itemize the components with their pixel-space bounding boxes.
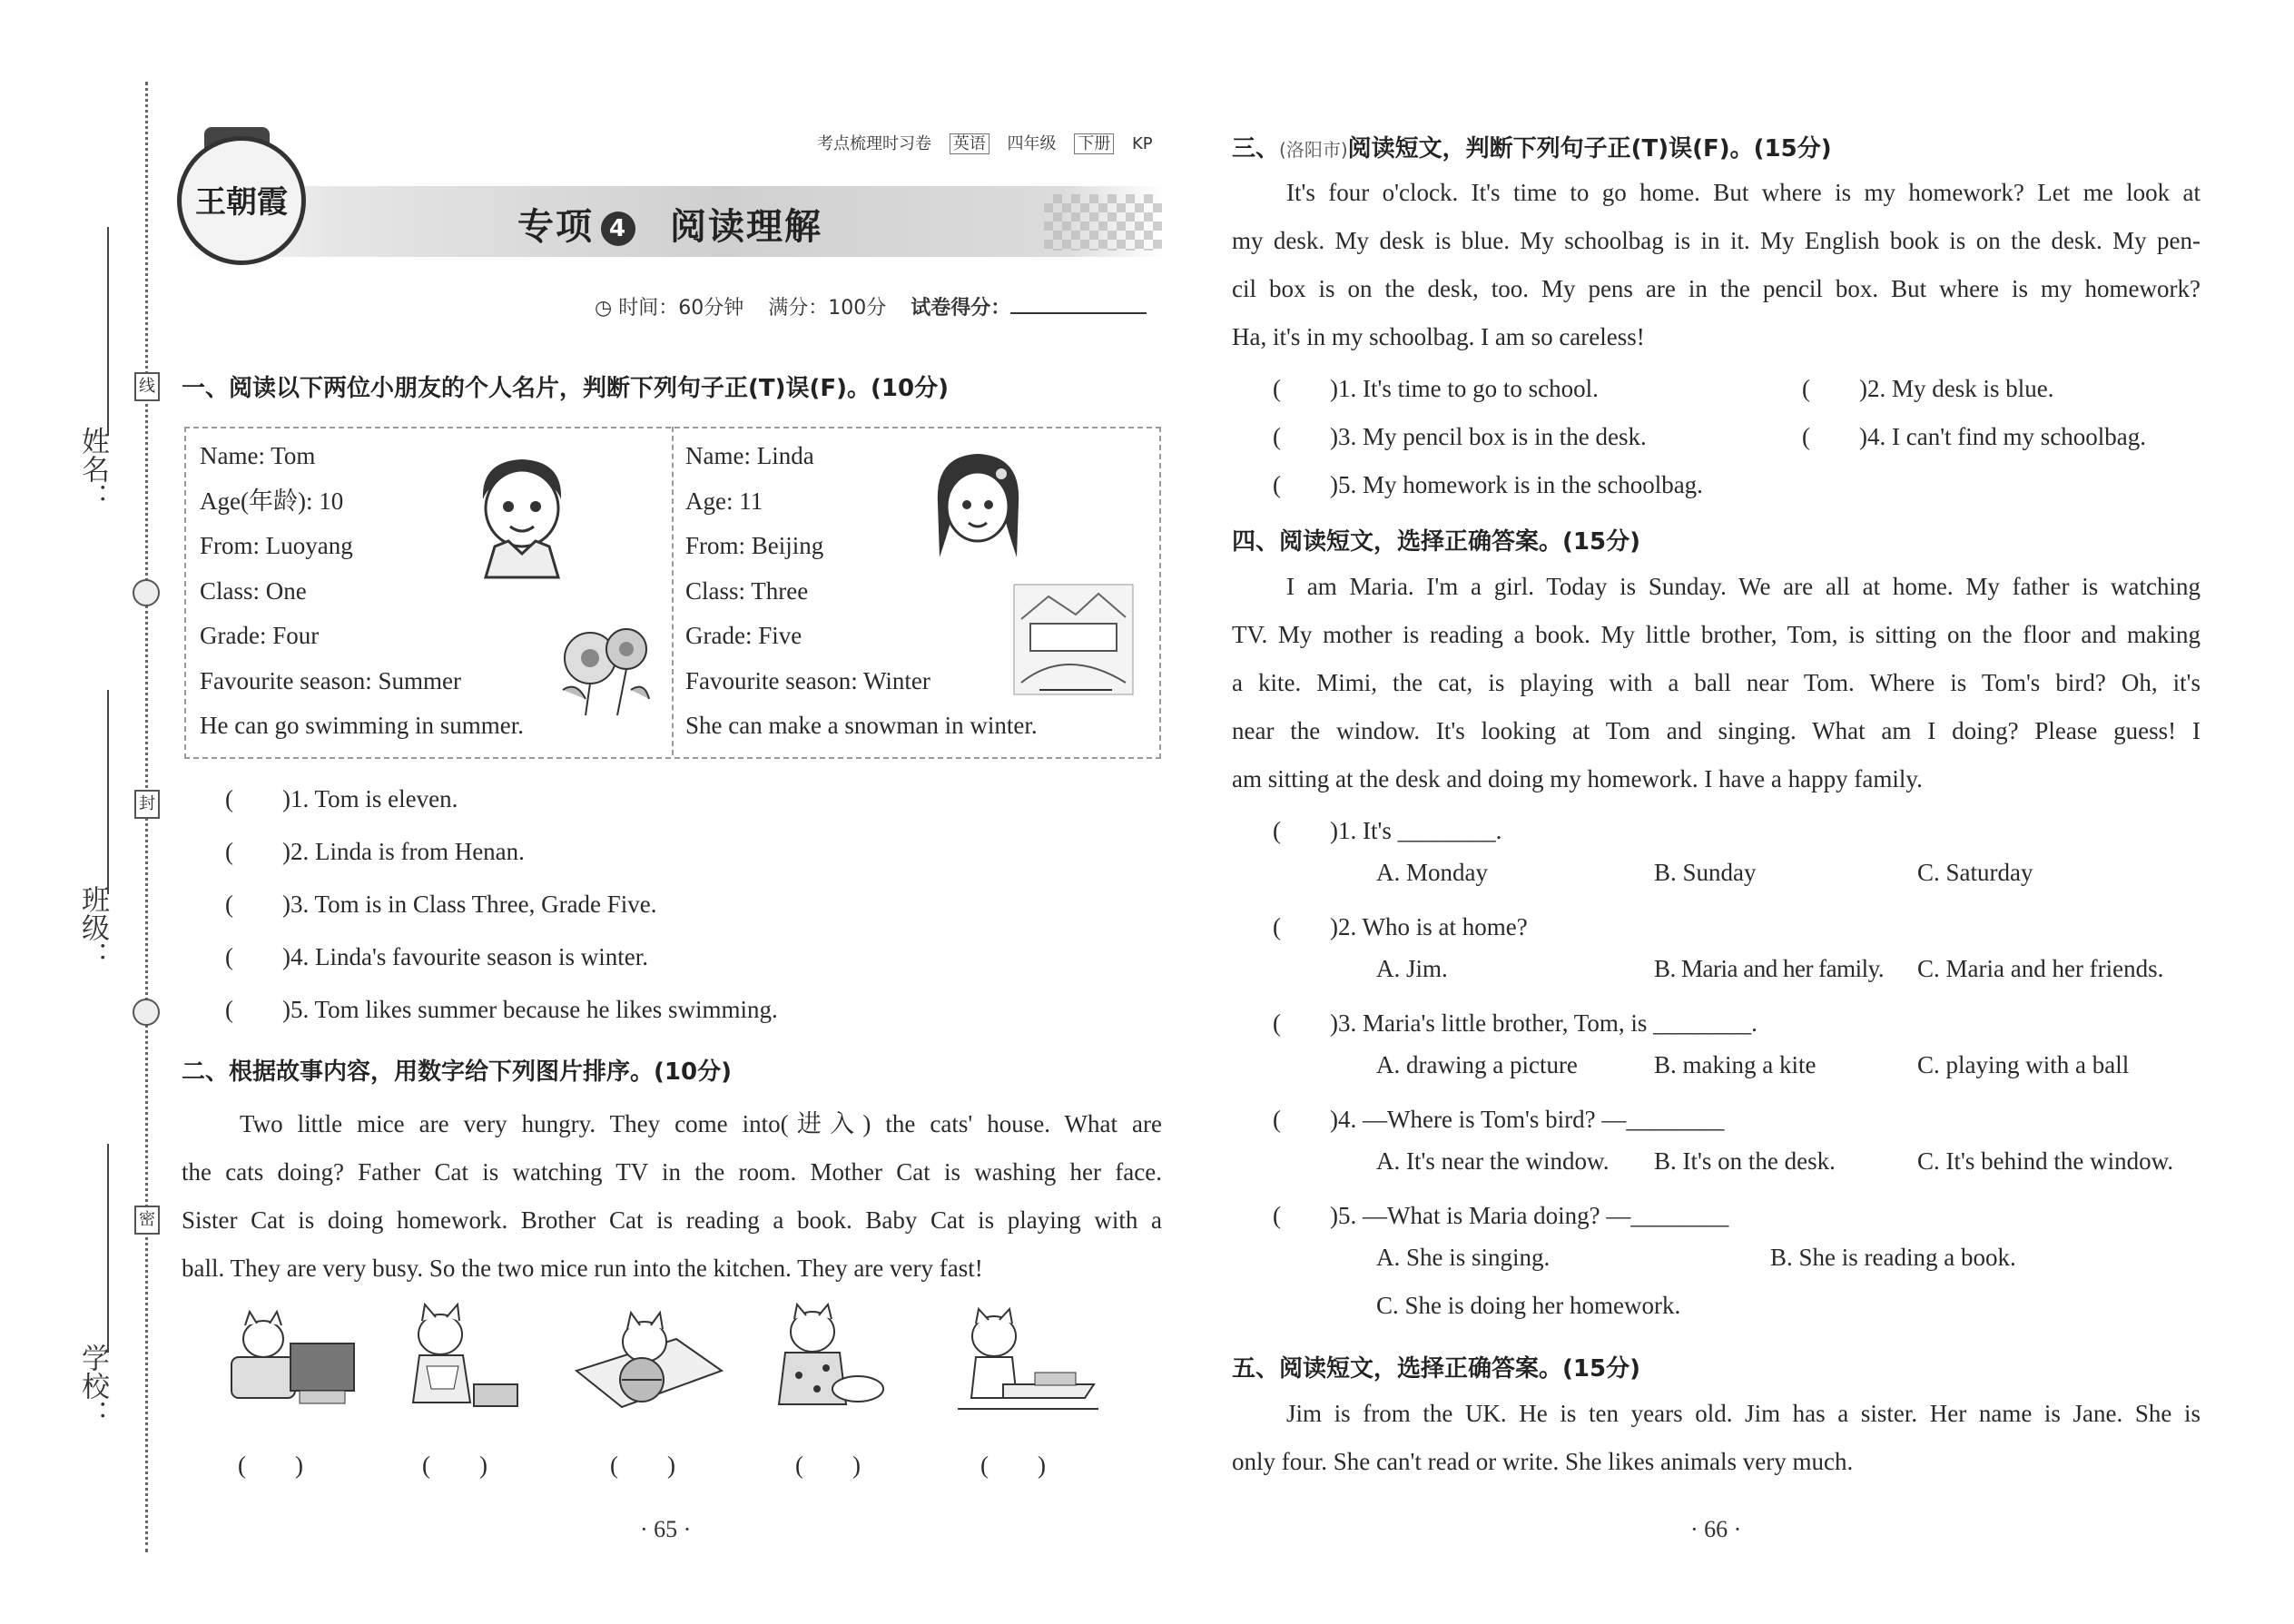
s4-q1-option-c[interactable]: C. Saturday: [1917, 859, 2033, 886]
s3-question-3[interactable]: ( )3. My pencil box is in the desk.: [1273, 423, 1647, 450]
section5-heading: 五、阅读短文，选择正确答案。(15分): [1232, 1355, 1640, 1383]
s4-q5-option-c[interactable]: C. She is doing her homework.: [1376, 1292, 1681, 1319]
section2-passage: [182, 1100, 1162, 1293]
s3-question-1[interactable]: ( )1. It's time to go to school.: [1273, 375, 1599, 402]
brand-logo: [177, 136, 306, 265]
section1-heading: 一、阅读以下两位小朋友的个人名片，判断下列句子正(T)误(F)。(10分): [182, 375, 949, 402]
s1-question-3[interactable]: ( )3. Tom is in Class Three, Grade Five.: [225, 891, 657, 918]
s1-question-1[interactable]: ( )1. Tom is eleven.: [225, 785, 458, 812]
baby-cat-ball-picture: [567, 1307, 726, 1416]
grade: 四年级: [1007, 134, 1057, 153]
picture-blank-1[interactable]: ( ): [238, 1452, 303, 1479]
logo-text: 王朝霞: [195, 184, 288, 221]
passage-line: near the window. It's looking at Tom and singing. What am I doing? Please guess! I: [1232, 717, 2200, 744]
tom-name: Name: Tom: [200, 442, 316, 469]
section4-heading: 四、阅读短文，选择正确答案。(15分): [1232, 528, 1640, 556]
passage-line: my desk. My desk is blue. My schoolbag is in it. My English book is on the desk. My pen-: [1232, 227, 2200, 254]
flower-illustration: [545, 617, 663, 717]
girl-illustration: [930, 448, 1026, 566]
page-number-left: · 65 ·: [640, 1516, 692, 1542]
s4-q3-option-b[interactable]: B. making a kite: [1654, 1051, 1816, 1078]
book-meta: [817, 131, 1166, 154]
score-info: [595, 292, 1147, 320]
binding-margin: [0, 0, 172, 1624]
binding-hole-icon: [133, 579, 160, 606]
page-title: [517, 198, 822, 250]
s4-q4-option-a[interactable]: A. It's near the window.: [1376, 1147, 1610, 1175]
page-number-right: · 66 ·: [1690, 1516, 1742, 1542]
s4-question-1[interactable]: ( )1. It's ________.: [1273, 817, 1502, 844]
tom-class: Class: One: [200, 576, 307, 605]
s4-q2-option-c[interactable]: C. Maria and her friends.: [1917, 955, 2164, 982]
s4-question-4[interactable]: ( )4. —Where is Tom's bird? —________: [1273, 1106, 1725, 1133]
seal-char-feng: 封: [134, 790, 160, 819]
s1-question-5[interactable]: ( )5. Tom likes summer because he likes swimming.: [225, 996, 778, 1023]
class-blank[interactable]: [107, 690, 109, 894]
card-divider: [672, 427, 674, 755]
s1-question-2[interactable]: ( )2. Linda is from Henan.: [225, 838, 525, 865]
linda-age: Age: 11: [685, 487, 763, 515]
s4-question-5[interactable]: ( )5. —What is Maria doing? —________: [1273, 1202, 1729, 1229]
tom-season: Favourite season: Summer: [200, 666, 461, 694]
s4-q3-option-a[interactable]: A. drawing a picture: [1376, 1051, 1578, 1078]
s4-q1-option-b[interactable]: B. Sunday: [1654, 859, 1757, 886]
tom-from: From: Luoyang: [200, 532, 353, 559]
passage-line: Sister Cat is doing homework. Brother Cat is reading a book. Baby Cat is playing with a: [182, 1206, 1162, 1234]
binding-hole-icon: [133, 999, 160, 1026]
section3-heading: [1232, 130, 1832, 163]
passage-line: a kite. Mimi, the cat, is playing with a ball near Tom. Where is Tom's bird? Oh, it's: [1232, 669, 2200, 696]
time-limit: 时间：60分钟: [618, 297, 744, 320]
seal-char-xian: 线: [134, 372, 160, 401]
tom-grade: Grade: Four: [200, 622, 320, 649]
brother-cat-book-picture: [399, 1303, 527, 1416]
s3-question-2[interactable]: ( )2. My desk is blue.: [1802, 375, 2054, 402]
title-prefix: 专项: [517, 206, 594, 248]
tom-age: Age(年龄): 10: [200, 487, 344, 515]
picture-blank-3[interactable]: ( ): [610, 1452, 675, 1479]
s4-q5-option-a[interactable]: A. She is singing.: [1376, 1244, 1551, 1271]
score-label: 试卷得分：: [911, 297, 1011, 320]
s1-question-4[interactable]: ( )4. Linda's favourite season is winter.: [225, 943, 649, 970]
section2-heading: 二、根据故事内容，用数字给下列图片排序。(10分): [182, 1058, 732, 1086]
passage-line: Ha, it's in my schoolbag. I am so careless!: [1232, 323, 1645, 350]
passage-line: cil box is on the desk, too. My pens are in the pencil box. But where is my homework?: [1232, 275, 2200, 302]
snow-scene-illustration: [1012, 583, 1135, 696]
section3-title: 阅读短文，判断下列句子正(T)误(F)。(15分): [1347, 135, 1832, 162]
picture-blank-5[interactable]: ( ): [980, 1452, 1046, 1479]
passage-line: Jim is from the UK. He is ten years old. Jim has a sister. Her name is Jane. She is: [1286, 1400, 2200, 1427]
s4-q5-option-b[interactable]: B. She is reading a book.: [1770, 1244, 2016, 1271]
school-label: 学校：: [76, 1343, 109, 1428]
linda-ability: She can make a snowman in winter.: [685, 712, 1038, 739]
section3-passage: [1232, 169, 2200, 361]
seal-char-mi: 密: [134, 1206, 160, 1235]
s3-question-4[interactable]: ( )4. I can't find my schoolbag.: [1802, 423, 2147, 450]
series-name: 考点梳理时习卷: [817, 134, 931, 153]
section3-prefix: 三、: [1232, 135, 1280, 162]
volume: 下册: [1074, 133, 1114, 154]
passage-line: It's four o'clock. It's time to go home. But where is my homework? Let me look at: [1286, 179, 2200, 206]
section4-passage: [1232, 563, 2200, 803]
section5-passage: [1232, 1390, 2200, 1486]
s4-q4-option-c[interactable]: C. It's behind the window.: [1917, 1147, 2174, 1175]
linda-name: Name: Linda: [685, 442, 814, 469]
passage-line: I am Maria. I'm a girl. Today is Sunday. We are all at home. My father is watching: [1286, 573, 2200, 600]
picture-blank-2[interactable]: ( ): [422, 1452, 487, 1479]
linda-from: From: Beijing: [685, 532, 824, 559]
mother-cat-washing-picture: [763, 1303, 890, 1416]
edition: KP: [1131, 134, 1153, 153]
s4-q2-option-a[interactable]: A. Jim.: [1376, 955, 1448, 982]
father-cat-tv-picture: [222, 1307, 368, 1416]
title-number: 4: [601, 212, 635, 246]
linda-grade: Grade: Five: [685, 622, 802, 649]
passage-line: Two little mice are very hungry. They come into(进入) the cats' house. What are: [240, 1110, 1162, 1137]
linda-class: Class: Three: [685, 576, 809, 605]
picture-blank-4[interactable]: ( ): [795, 1452, 861, 1479]
s4-q3-option-c[interactable]: C. playing with a ball: [1917, 1051, 2130, 1078]
passage-line: am sitting at the desk and doing my homework. I have a happy family.: [1232, 765, 1923, 792]
boy-illustration: [472, 452, 572, 579]
sister-cat-homework-picture: [949, 1307, 1103, 1416]
tom-ability: He can go swimming in summer.: [200, 712, 524, 739]
s4-question-2[interactable]: ( )2. Who is at home?: [1273, 913, 1528, 940]
clock-icon: ◷: [595, 297, 613, 320]
banner-pattern: [1044, 194, 1162, 251]
passage-line: only four. She can't read or write. She likes animals very much.: [1232, 1448, 1854, 1475]
school-blank[interactable]: [107, 1144, 109, 1353]
s4-q1-option-a[interactable]: A. Monday: [1376, 859, 1488, 886]
passage-line: the cats doing? Father Cat is watching TV in the room. Mother Cat is washing her face.: [182, 1158, 1162, 1186]
passage-line: ball. They are very busy. So the two mice run into the kitchen. They are very fast!: [182, 1255, 983, 1282]
s4-q2-option-b[interactable]: B. Maria and her family.: [1654, 955, 1885, 982]
title-main: 阅读理解: [670, 206, 822, 248]
s4-question-3[interactable]: ( )3. Maria's little brother, Tom, is ________.: [1273, 1009, 1757, 1037]
score-blank[interactable]: [1010, 312, 1147, 314]
passage-line: TV. My mother is reading a book. My little brother, Tom, is sitting on the floor and making: [1232, 621, 2200, 648]
name-label: 姓名：: [76, 427, 109, 511]
name-blank[interactable]: [107, 227, 109, 436]
full-score: 满分：100分: [768, 297, 887, 320]
linda-season: Favourite season: Winter: [685, 666, 930, 694]
subject: 英语: [950, 133, 989, 154]
class-label: 班级：: [76, 885, 109, 969]
section3-city: (洛阳市): [1279, 139, 1348, 161]
s3-question-5[interactable]: ( )5. My homework is in the schoolbag.: [1273, 471, 1703, 498]
s4-q4-option-b[interactable]: B. It's on the desk.: [1654, 1147, 1836, 1175]
